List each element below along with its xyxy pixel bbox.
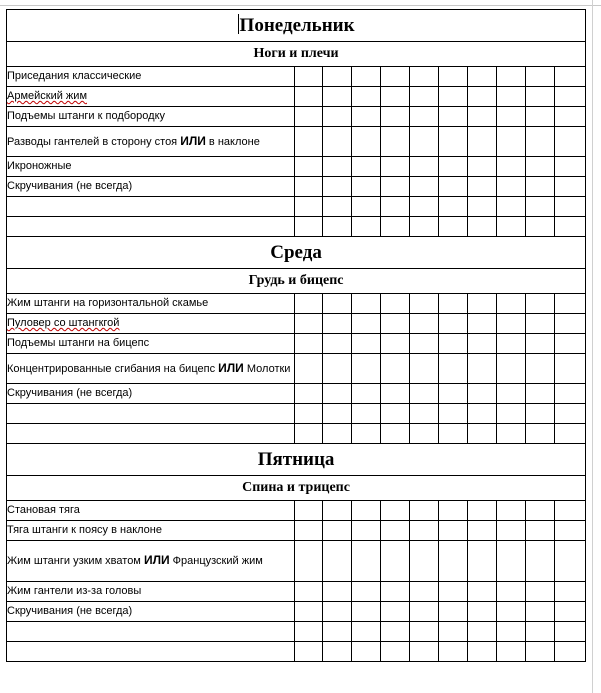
- tracking-cell[interactable]: [555, 602, 586, 622]
- tracking-cell[interactable]: [323, 404, 352, 424]
- tracking-cell[interactable]: [526, 334, 555, 354]
- exercise-row: [7, 521, 586, 541]
- tracking-cell[interactable]: [352, 501, 381, 521]
- tracking-cell[interactable]: [410, 582, 439, 602]
- tracking-cell[interactable]: [555, 501, 586, 521]
- day-title[interactable]: Среда: [7, 237, 586, 269]
- tracking-cell[interactable]: [410, 197, 439, 217]
- tracking-cell[interactable]: [468, 217, 497, 237]
- tracking-cell[interactable]: [381, 87, 410, 107]
- tracking-cell[interactable]: [295, 217, 323, 237]
- tracking-cell[interactable]: [381, 501, 410, 521]
- exercise-name[interactable]: [7, 622, 295, 642]
- tracking-cell[interactable]: [323, 424, 352, 444]
- tracking-cell[interactable]: [497, 384, 526, 404]
- tracking-cell[interactable]: [497, 501, 526, 521]
- tracking-cell[interactable]: [555, 314, 586, 334]
- tracking-cell[interactable]: [323, 602, 352, 622]
- tracking-cell[interactable]: [352, 87, 381, 107]
- tracking-cell[interactable]: [295, 354, 323, 384]
- tracking-cell[interactable]: [439, 622, 468, 642]
- exercise-row: [7, 67, 586, 87]
- tracking-cell[interactable]: [468, 314, 497, 334]
- exercise-name[interactable]: Разводы гантелей в сторону стоя ИЛИ в наклоне: [7, 127, 295, 157]
- exercise-row: [7, 294, 586, 314]
- tracking-cell[interactable]: [381, 314, 410, 334]
- exercise-row: [7, 157, 586, 177]
- exercise-name[interactable]: [7, 217, 295, 237]
- tracking-cell[interactable]: [468, 87, 497, 107]
- tracking-cell[interactable]: [439, 404, 468, 424]
- exercise-row: [7, 87, 586, 107]
- tracking-cell[interactable]: [439, 217, 468, 237]
- tracking-cell[interactable]: [555, 157, 586, 177]
- tracking-cell[interactable]: [526, 354, 555, 384]
- tracking-cell[interactable]: [526, 127, 555, 157]
- tracking-cell[interactable]: [439, 294, 468, 314]
- tracking-cell[interactable]: [352, 197, 381, 217]
- tracking-cell[interactable]: [468, 642, 497, 662]
- tracking-cell[interactable]: [526, 642, 555, 662]
- page-right-edge: [592, 0, 593, 693]
- exercise-name[interactable]: Армейский жим: [7, 87, 295, 107]
- tracking-cell[interactable]: [439, 642, 468, 662]
- tracking-cell[interactable]: [410, 157, 439, 177]
- tracking-cell[interactable]: [352, 582, 381, 602]
- tracking-cell[interactable]: [526, 424, 555, 444]
- tracking-cell[interactable]: [497, 197, 526, 217]
- tracking-cell[interactable]: [295, 541, 323, 582]
- tracking-cell[interactable]: [555, 642, 586, 662]
- tracking-cell[interactable]: [352, 424, 381, 444]
- tracking-cell[interactable]: [555, 622, 586, 642]
- tracking-cell[interactable]: [526, 521, 555, 541]
- tracking-cell[interactable]: [468, 157, 497, 177]
- tracking-cell[interactable]: [497, 424, 526, 444]
- tracking-cell[interactable]: [352, 107, 381, 127]
- tracking-cell[interactable]: [555, 107, 586, 127]
- muscle-group-title[interactable]: Грудь и бицепс: [7, 269, 586, 294]
- tracking-cell[interactable]: [352, 602, 381, 622]
- exercise-name[interactable]: Скручивания (не всегда): [7, 177, 295, 197]
- tracking-cell[interactable]: [497, 622, 526, 642]
- tracking-cell[interactable]: [526, 177, 555, 197]
- tracking-cell[interactable]: [439, 177, 468, 197]
- tracking-cell[interactable]: [323, 157, 352, 177]
- tracking-cell[interactable]: [468, 501, 497, 521]
- tracking-cell[interactable]: [352, 622, 381, 642]
- tracking-cell[interactable]: [526, 107, 555, 127]
- tracking-cell[interactable]: [352, 354, 381, 384]
- exercise-name[interactable]: Приседания классические: [7, 67, 295, 87]
- tracking-cell[interactable]: [555, 67, 586, 87]
- tracking-cell[interactable]: [497, 582, 526, 602]
- tracking-cell[interactable]: [323, 127, 352, 157]
- tracking-cell[interactable]: [526, 294, 555, 314]
- text-cursor: [238, 14, 239, 34]
- tracking-cell[interactable]: [410, 107, 439, 127]
- tracking-cell[interactable]: [555, 334, 586, 354]
- tracking-cell[interactable]: [468, 197, 497, 217]
- tracking-cell[interactable]: [439, 602, 468, 622]
- tracking-cell[interactable]: [497, 642, 526, 662]
- tracking-cell[interactable]: [555, 197, 586, 217]
- empty-row: [7, 622, 586, 642]
- tracking-cell[interactable]: [526, 622, 555, 642]
- exercise-row: [7, 177, 586, 197]
- tracking-cell[interactable]: [295, 177, 323, 197]
- tracking-cell[interactable]: [323, 354, 352, 384]
- page-top-rule: [0, 5, 601, 6]
- tracking-cell[interactable]: [352, 334, 381, 354]
- tracking-cell[interactable]: [323, 384, 352, 404]
- exercise-name[interactable]: [7, 404, 295, 424]
- exercise-name[interactable]: Жим штанги узким хватом ИЛИ Французский жим: [7, 541, 295, 582]
- tracking-cell[interactable]: [295, 294, 323, 314]
- tracking-cell[interactable]: [497, 541, 526, 582]
- tracking-cell[interactable]: [352, 294, 381, 314]
- tracking-cell[interactable]: [410, 424, 439, 444]
- tracking-cell[interactable]: [323, 541, 352, 582]
- exercise-row: [7, 127, 586, 157]
- tracking-cell[interactable]: [439, 157, 468, 177]
- tracking-cell[interactable]: [468, 424, 497, 444]
- tracking-cell[interactable]: [497, 354, 526, 384]
- empty-row: [7, 642, 586, 662]
- tracking-cell[interactable]: [497, 157, 526, 177]
- tracking-cell[interactable]: [497, 602, 526, 622]
- tracking-cell[interactable]: [323, 197, 352, 217]
- tracking-cell[interactable]: [410, 294, 439, 314]
- tracking-cell[interactable]: [295, 334, 323, 354]
- tracking-cell[interactable]: [295, 521, 323, 541]
- tracking-cell[interactable]: [352, 541, 381, 582]
- tracking-cell[interactable]: [468, 354, 497, 384]
- tracking-cell[interactable]: [295, 424, 323, 444]
- tracking-cell[interactable]: [439, 424, 468, 444]
- tracking-cell[interactable]: [410, 501, 439, 521]
- tracking-cell[interactable]: [295, 582, 323, 602]
- tracking-cell[interactable]: [555, 404, 586, 424]
- tracking-cell[interactable]: [323, 217, 352, 237]
- tracking-cell[interactable]: [323, 107, 352, 127]
- tracking-cell[interactable]: [526, 87, 555, 107]
- tracking-cell[interactable]: [526, 404, 555, 424]
- exercise-row: [7, 384, 586, 404]
- exercise-name[interactable]: [7, 424, 295, 444]
- tracking-cell[interactable]: [410, 602, 439, 622]
- tracking-cell[interactable]: [352, 521, 381, 541]
- tracking-cell[interactable]: [381, 127, 410, 157]
- tracking-cell[interactable]: [323, 521, 352, 541]
- tracking-cell[interactable]: [381, 602, 410, 622]
- tracking-cell[interactable]: [352, 404, 381, 424]
- tracking-cell[interactable]: [439, 354, 468, 384]
- tracking-cell[interactable]: [468, 602, 497, 622]
- tracking-cell[interactable]: [323, 294, 352, 314]
- tracking-cell[interactable]: [410, 314, 439, 334]
- tracking-cell[interactable]: [381, 177, 410, 197]
- tracking-cell[interactable]: [323, 642, 352, 662]
- tracking-cell[interactable]: [439, 334, 468, 354]
- tracking-cell[interactable]: [410, 541, 439, 582]
- or-keyword: ИЛИ: [143, 553, 170, 567]
- tracking-cell[interactable]: [295, 157, 323, 177]
- empty-row: [7, 197, 586, 217]
- tracking-cell[interactable]: [555, 127, 586, 157]
- tracking-cell[interactable]: [526, 384, 555, 404]
- tracking-cell[interactable]: [526, 501, 555, 521]
- exercise-name[interactable]: Жим гантели из-за головы: [7, 582, 295, 602]
- tracking-cell[interactable]: [468, 404, 497, 424]
- exercise-name[interactable]: [7, 197, 295, 217]
- tracking-cell[interactable]: [381, 424, 410, 444]
- tracking-cell[interactable]: [468, 177, 497, 197]
- tracking-cell[interactable]: [295, 404, 323, 424]
- tracking-cell[interactable]: [381, 107, 410, 127]
- tracking-cell[interactable]: [323, 314, 352, 334]
- tracking-cell[interactable]: [497, 314, 526, 334]
- day-title[interactable]: [7, 10, 586, 42]
- exercise-name[interactable]: Становая тяга: [7, 501, 295, 521]
- tracking-cell[interactable]: [439, 541, 468, 582]
- tracking-cell[interactable]: [381, 157, 410, 177]
- tracking-cell[interactable]: [352, 217, 381, 237]
- exercise-name[interactable]: Пуловер со штангкгой: [7, 314, 295, 334]
- exercise-name[interactable]: Подъемы штанги к подбородку: [7, 107, 295, 127]
- tracking-cell[interactable]: [381, 642, 410, 662]
- exercise-name[interactable]: Концентрированные сгибания на бицепс ИЛИ Молотки: [7, 354, 295, 384]
- tracking-cell[interactable]: [497, 521, 526, 541]
- tracking-cell[interactable]: [381, 67, 410, 87]
- exercise-name[interactable]: [7, 642, 295, 662]
- tracking-cell[interactable]: [497, 294, 526, 314]
- tracking-cell[interactable]: [410, 354, 439, 384]
- tracking-cell[interactable]: [410, 384, 439, 404]
- tracking-cell[interactable]: [323, 177, 352, 197]
- exercise-name[interactable]: Скручивания (не всегда): [7, 384, 295, 404]
- tracking-cell[interactable]: [468, 294, 497, 314]
- empty-row: [7, 404, 586, 424]
- tracking-cell[interactable]: [295, 622, 323, 642]
- tracking-cell[interactable]: [497, 107, 526, 127]
- tracking-cell[interactable]: [468, 582, 497, 602]
- tracking-cell[interactable]: [555, 384, 586, 404]
- tracking-cell[interactable]: [323, 67, 352, 87]
- tracking-cell[interactable]: [497, 87, 526, 107]
- tracking-cell[interactable]: [381, 384, 410, 404]
- tracking-cell[interactable]: [352, 67, 381, 87]
- tracking-cell[interactable]: [410, 87, 439, 107]
- tracking-cell[interactable]: [381, 521, 410, 541]
- tracking-cell[interactable]: [526, 157, 555, 177]
- tracking-cell[interactable]: [497, 177, 526, 197]
- tracking-cell[interactable]: [381, 404, 410, 424]
- workout-schedule-table: [6, 9, 586, 662]
- tracking-cell[interactable]: [555, 294, 586, 314]
- tracking-cell[interactable]: [352, 127, 381, 157]
- empty-row: [7, 217, 586, 237]
- exercise-name[interactable]: Скручивания (не всегда): [7, 602, 295, 622]
- tracking-cell[interactable]: [410, 404, 439, 424]
- tracking-cell[interactable]: [381, 622, 410, 642]
- exercise-row: [7, 541, 586, 582]
- tracking-cell[interactable]: [439, 384, 468, 404]
- tracking-cell[interactable]: [555, 217, 586, 237]
- exercise-row: [7, 334, 586, 354]
- tracking-cell[interactable]: [323, 582, 352, 602]
- exercise-row: [7, 314, 586, 334]
- tracking-cell[interactable]: [381, 217, 410, 237]
- tracking-cell[interactable]: [439, 127, 468, 157]
- tracking-cell[interactable]: [439, 582, 468, 602]
- tracking-cell[interactable]: [410, 521, 439, 541]
- tracking-cell[interactable]: [410, 67, 439, 87]
- exercise-row: [7, 582, 586, 602]
- tracking-cell[interactable]: [410, 642, 439, 662]
- exercise-row: [7, 107, 586, 127]
- tracking-cell[interactable]: [555, 521, 586, 541]
- tracking-cell[interactable]: [526, 217, 555, 237]
- tracking-cell[interactable]: [526, 582, 555, 602]
- tracking-cell[interactable]: [323, 622, 352, 642]
- tracking-cell[interactable]: [555, 582, 586, 602]
- tracking-cell[interactable]: [410, 177, 439, 197]
- tracking-cell[interactable]: [295, 501, 323, 521]
- day-title[interactable]: Пятница: [7, 444, 586, 476]
- tracking-cell[interactable]: [439, 314, 468, 334]
- tracking-cell[interactable]: [352, 157, 381, 177]
- tracking-cell[interactable]: [410, 127, 439, 157]
- tracking-cell[interactable]: [468, 334, 497, 354]
- tracking-cell[interactable]: [295, 127, 323, 157]
- muscle-group-title[interactable]: Ноги и плечи: [7, 42, 586, 67]
- tracking-cell[interactable]: [526, 67, 555, 87]
- tracking-cell[interactable]: [497, 67, 526, 87]
- tracking-cell[interactable]: [468, 541, 497, 582]
- tracking-cell[interactable]: [555, 424, 586, 444]
- day-title-text: Понедельник: [239, 15, 355, 36]
- tracking-cell[interactable]: [410, 217, 439, 237]
- tracking-cell[interactable]: [381, 541, 410, 582]
- tracking-cell[interactable]: [439, 197, 468, 217]
- tracking-cell[interactable]: [381, 294, 410, 314]
- tracking-cell[interactable]: [295, 87, 323, 107]
- or-keyword: ИЛИ: [218, 360, 244, 375]
- exercise-name[interactable]: Тяга штанги к поясу в наклоне: [7, 521, 295, 541]
- tracking-cell[interactable]: [323, 501, 352, 521]
- tracking-cell[interactable]: [555, 541, 586, 582]
- tracking-cell[interactable]: [526, 602, 555, 622]
- tracking-cell[interactable]: [497, 334, 526, 354]
- tracking-cell[interactable]: [468, 67, 497, 87]
- tracking-cell[interactable]: [439, 107, 468, 127]
- tracking-cell[interactable]: [295, 642, 323, 662]
- tracking-cell[interactable]: [295, 602, 323, 622]
- tracking-cell[interactable]: [555, 177, 586, 197]
- tracking-cell[interactable]: [381, 582, 410, 602]
- tracking-cell[interactable]: [468, 622, 497, 642]
- tracking-cell[interactable]: [295, 107, 323, 127]
- muscle-group-title[interactable]: Спина и трицепс: [7, 476, 586, 501]
- tracking-cell[interactable]: [439, 521, 468, 541]
- tracking-cell[interactable]: [323, 87, 352, 107]
- tracking-cell[interactable]: [468, 127, 497, 157]
- tracking-cell[interactable]: [439, 87, 468, 107]
- tracking-cell[interactable]: [526, 314, 555, 334]
- tracking-cell[interactable]: [439, 501, 468, 521]
- tracking-cell[interactable]: [497, 404, 526, 424]
- tracking-cell[interactable]: [526, 197, 555, 217]
- tracking-cell[interactable]: [526, 541, 555, 582]
- exercise-name[interactable]: Икроножные: [7, 157, 295, 177]
- tracking-cell[interactable]: [555, 87, 586, 107]
- tracking-cell[interactable]: [352, 642, 381, 662]
- tracking-cell[interactable]: [352, 177, 381, 197]
- tracking-cell[interactable]: [468, 384, 497, 404]
- tracking-cell[interactable]: [410, 334, 439, 354]
- tracking-cell[interactable]: [410, 622, 439, 642]
- tracking-cell[interactable]: [352, 314, 381, 334]
- tracking-cell[interactable]: [381, 197, 410, 217]
- tracking-cell[interactable]: [497, 127, 526, 157]
- empty-row: [7, 424, 586, 444]
- tracking-cell[interactable]: [468, 521, 497, 541]
- exercise-row: [7, 354, 586, 384]
- tracking-cell[interactable]: [381, 354, 410, 384]
- tracking-cell[interactable]: [439, 67, 468, 87]
- tracking-cell[interactable]: [555, 354, 586, 384]
- tracking-cell[interactable]: [295, 314, 323, 334]
- tracking-cell[interactable]: [295, 67, 323, 87]
- tracking-cell[interactable]: [323, 334, 352, 354]
- tracking-cell[interactable]: [352, 384, 381, 404]
- or-keyword: ИЛИ: [180, 133, 206, 148]
- tracking-cell[interactable]: [468, 107, 497, 127]
- tracking-cell[interactable]: [381, 334, 410, 354]
- tracking-cell[interactable]: [295, 384, 323, 404]
- exercise-row: [7, 501, 586, 521]
- tracking-cell[interactable]: [497, 217, 526, 237]
- exercise-name[interactable]: Жим штанги на горизонтальной скамье: [7, 294, 295, 314]
- tracking-cell[interactable]: [295, 197, 323, 217]
- exercise-row: [7, 602, 586, 622]
- exercise-name[interactable]: Подъемы штанги на бицепс: [7, 334, 295, 354]
